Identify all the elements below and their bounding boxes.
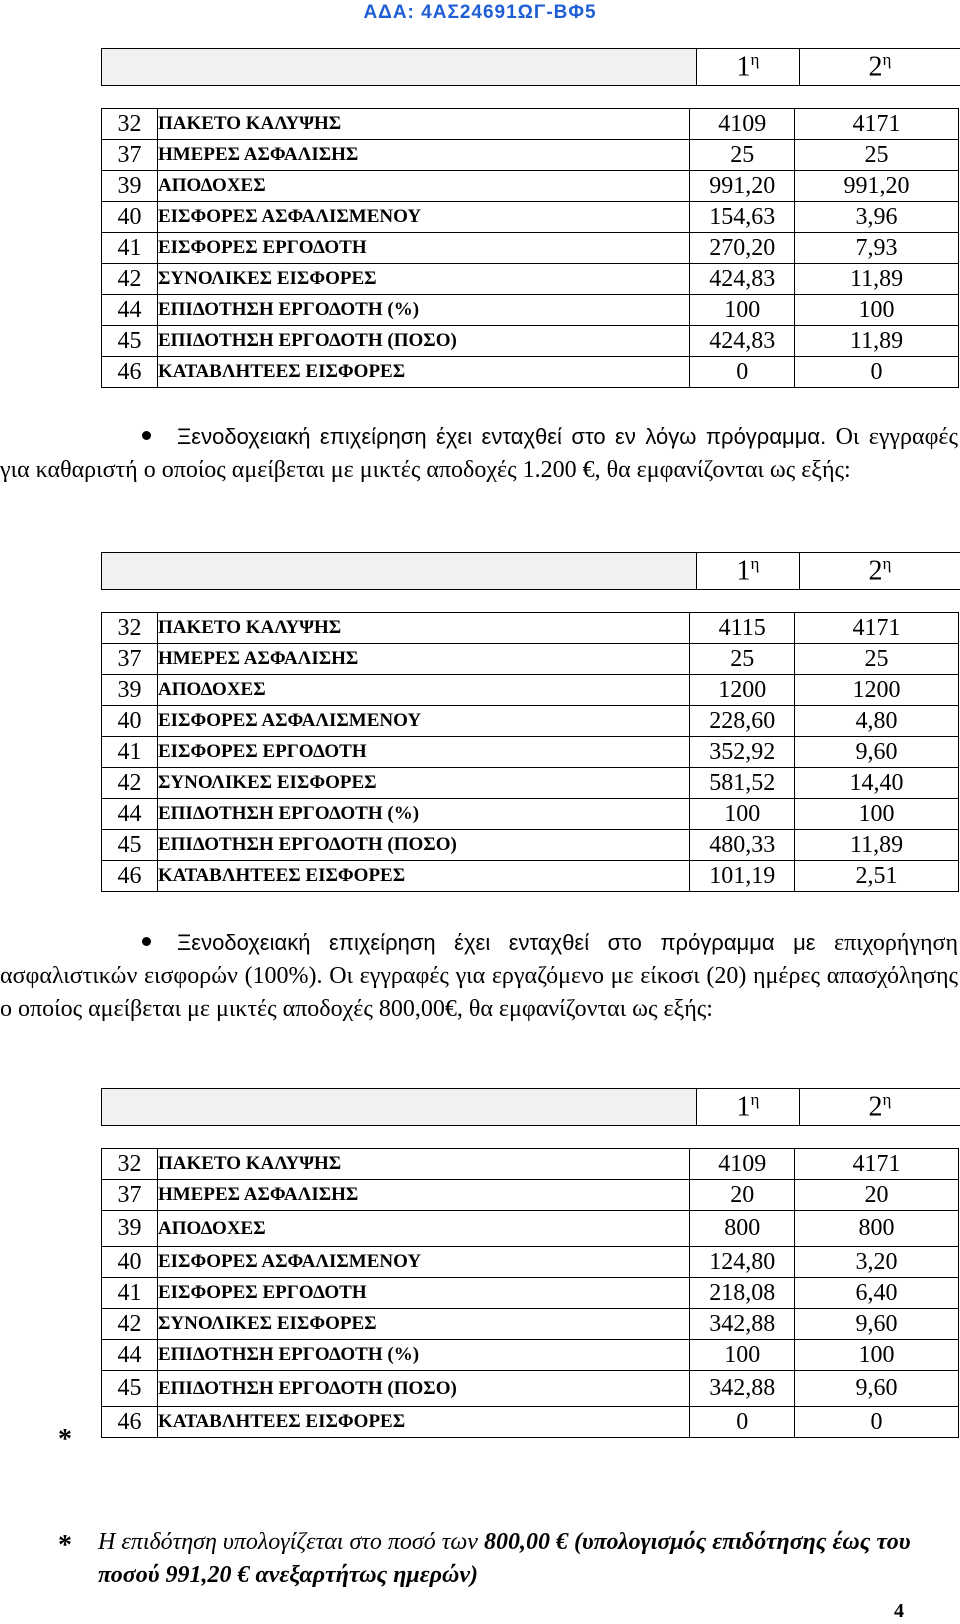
row-label: ΕΙΣΦΟΡΕΣ ΑΣΦΑΛΙΣΜΕΝΟΥ — [157, 706, 689, 737]
row-value-first: 270,20 — [690, 233, 795, 264]
row-label: ΕΙΣΦΟΡΕΣ ΑΣΦΑΛΙΣΜΕΝΟΥ — [157, 1247, 689, 1278]
row-label: ΚΑΤΑΒΛΗΤΕΕΣ ΕΙΣΦΟΡΕΣ — [157, 357, 689, 388]
row-value-second: 25 — [795, 140, 959, 171]
table-row — [102, 706, 959, 737]
row-code: 46 — [102, 1407, 158, 1438]
row-value-first: 218,08 — [690, 1278, 795, 1309]
row-value-first: 124,80 — [690, 1247, 795, 1278]
row-label: ΕΙΣΦΟΡΕΣ ΕΡΓΟΔΟΤΗ — [157, 233, 689, 264]
row-code: 41 — [102, 233, 158, 264]
table-row — [102, 202, 959, 233]
table-row — [102, 830, 959, 861]
row-label: ΕΠΙΔΟΤΗΣΗ ΕΡΓΟΔΟΤΗ (%) — [157, 295, 689, 326]
row-code: 45 — [102, 1371, 158, 1407]
row-value-first: 342,88 — [690, 1371, 795, 1407]
table-row — [102, 264, 959, 295]
row-label: ΚΑΤΑΒΛΗΤΕΕΣ ΕΙΣΦΟΡΕΣ — [157, 861, 689, 892]
row-code: 44 — [102, 1340, 158, 1371]
row-value-first: 228,60 — [690, 706, 795, 737]
row-value-second: 2,51 — [795, 861, 959, 892]
bullet-icon — [142, 431, 151, 440]
footnote-part2: 800,00 € (υπολογισμός επιδότησης έως του ποσού 991,20 € ανεξαρτήτως ημερών) — [98, 1529, 911, 1588]
row-code: 46 — [102, 861, 158, 892]
row-label: ΠΑΚΕΤΟ ΚΑΛΥΨΗΣ — [157, 109, 689, 140]
table-row — [102, 737, 959, 768]
row-label: ΑΠΟΔΟΧΕΣ — [157, 171, 689, 202]
row-value-first: 991,20 — [690, 171, 795, 202]
row-value-second: 3,96 — [795, 202, 959, 233]
row-label: ΗΜΕΡΕΣ ΑΣΦΑΛΙΣΗΣ — [157, 1180, 689, 1211]
row-code: 41 — [102, 737, 158, 768]
ada-header: ΑΔΑ: 4ΑΣ24691ΩΓ-ΒΦ5 — [363, 2, 597, 23]
row-code: 32 — [102, 613, 158, 644]
header-blank-cell — [102, 49, 697, 86]
table2 — [101, 612, 959, 892]
row-label: ΕΙΣΦΟΡΕΣ ΕΡΓΟΔΟΤΗ — [157, 1278, 689, 1309]
table2-header — [101, 552, 960, 590]
row-value-second: 0 — [795, 1407, 959, 1438]
row-value-second: 4171 — [795, 1149, 959, 1180]
paragraph-2-rest: επιχορήγηση ασφαλιστικών εισφορών (100%). Οι εγγραφές για εργαζόμενο με είκοσι (20) ημέρες απασχόλησης ο οποίος αμείβεται με μικτές αποδοχές 800,00€, θα εμφανίζονται ως εξής: — [0, 930, 958, 1022]
row-code: 37 — [102, 644, 158, 675]
row-value-first: 100 — [690, 295, 795, 326]
col-header-first: $1^\eta$ — [697, 553, 800, 590]
table-row — [102, 233, 959, 264]
row-code: 40 — [102, 1247, 158, 1278]
footnote — [98, 1526, 958, 1592]
row-value-first: 20 — [690, 1180, 795, 1211]
row-value-second: 800 — [795, 1211, 959, 1247]
row-label: ΠΑΚΕΤΟ ΚΑΛΥΨΗΣ — [157, 1149, 689, 1180]
row-value-second: 6,40 — [795, 1278, 959, 1309]
table-row — [102, 861, 959, 892]
row-value-first: 800 — [690, 1211, 795, 1247]
row-value-second: 0 — [795, 357, 959, 388]
row-value-first: 1200 — [690, 675, 795, 706]
col-header-first: $1^\eta$ — [697, 49, 800, 86]
row-value-second: 7,93 — [795, 233, 959, 264]
row-label: ΣΥΝΟΛΙΚΕΣ ΕΙΣΦΟΡΕΣ — [157, 768, 689, 799]
table-row — [102, 768, 959, 799]
row-value-first: 342,88 — [690, 1309, 795, 1340]
bullet-icon — [142, 937, 151, 946]
page-number: 4 — [894, 1600, 904, 1622]
table-row — [102, 1407, 959, 1438]
row-value-first: 154,63 — [690, 202, 795, 233]
table-row — [102, 675, 959, 706]
row-value-first: 0 — [690, 1407, 795, 1438]
row-code: 40 — [102, 706, 158, 737]
row-value-first: 424,83 — [690, 326, 795, 357]
row-value-second: 9,60 — [795, 1309, 959, 1340]
row-code: 42 — [102, 1309, 158, 1340]
row-value-first: 424,83 — [690, 264, 795, 295]
table-row — [102, 171, 959, 202]
table-row — [102, 357, 959, 388]
row-value-second: 20 — [795, 1180, 959, 1211]
paragraph-1-rest: Οι εγγραφές για καθαριστή ο οποίος αμείβεται με μικτές αποδοχές 1.200 €, θα εμφανίζονται ως εξής: — [0, 424, 959, 483]
table1 — [101, 108, 959, 388]
row-code: 37 — [102, 140, 158, 171]
row-code: 39 — [102, 675, 158, 706]
row-value-first: 4115 — [690, 613, 795, 644]
row-code: 40 — [102, 202, 158, 233]
row-code: 45 — [102, 830, 158, 861]
row-value-first: 100 — [690, 799, 795, 830]
row-code: 46 — [102, 357, 158, 388]
row-code: 42 — [102, 264, 158, 295]
header-blank-cell — [102, 1089, 697, 1126]
row-code: 42 — [102, 768, 158, 799]
row-value-second: 11,89 — [795, 326, 959, 357]
row-value-first: 581,52 — [690, 768, 795, 799]
row-label: ΕΙΣΦΟΡΕΣ ΕΡΓΟΔΟΤΗ — [157, 737, 689, 768]
row-value-second: 4171 — [795, 109, 959, 140]
paragraph-2-lead: Ξενοδοχειακή επιχείρηση έχει ενταχθεί στο πρόγραμμα με — [177, 930, 816, 955]
header-blank-cell — [102, 553, 697, 590]
row-value-first: 0 — [690, 357, 795, 388]
row-value-first: 480,33 — [690, 830, 795, 861]
row-label: ΕΠΙΔΟΤΗΣΗ ΕΡΓΟΔΟΤΗ (ΠΟΣΟ) — [157, 830, 689, 861]
row-value-second: 14,40 — [795, 768, 959, 799]
row-value-second: 100 — [795, 1340, 959, 1371]
row-value-second: 9,60 — [795, 1371, 959, 1407]
row-label: ΕΠΙΔΟΤΗΣΗ ΕΡΓΟΔΟΤΗ (%) — [157, 1340, 689, 1371]
row-value-second: 100 — [795, 295, 959, 326]
row-value-first: 352,92 — [690, 737, 795, 768]
row-value-second: 100 — [795, 799, 959, 830]
row-label: ΚΑΤΑΒΛΗΤΕΕΣ ΕΙΣΦΟΡΕΣ — [157, 1407, 689, 1438]
row-value-second: 4171 — [795, 613, 959, 644]
table-row — [102, 1211, 959, 1247]
row-code: 44 — [102, 295, 158, 326]
col-header-second: $2^\eta$ — [800, 49, 960, 86]
row-label: ΣΥΝΟΛΙΚΕΣ ΕΙΣΦΟΡΕΣ — [157, 1309, 689, 1340]
table1-header — [101, 48, 960, 86]
asterisk-row-marker: * — [58, 1424, 72, 1455]
row-code: 32 — [102, 109, 158, 140]
paragraph-2 — [0, 926, 958, 1026]
row-label: ΠΑΚΕΤΟ ΚΑΛΥΨΗΣ — [157, 613, 689, 644]
row-value-first: 100 — [690, 1340, 795, 1371]
row-value-first: 25 — [690, 644, 795, 675]
table3-header — [101, 1088, 960, 1126]
table-row — [102, 644, 959, 675]
row-label: ΣΥΝΟΛΙΚΕΣ ΕΙΣΦΟΡΕΣ — [157, 264, 689, 295]
row-code: 32 — [102, 1149, 158, 1180]
paragraph-1 — [0, 420, 958, 487]
row-value-second: 3,20 — [795, 1247, 959, 1278]
paragraph-1-lead: Ξενοδοχειακή επιχείρηση έχει ενταχθεί στο εν λόγω πρόγραμμα. — [177, 424, 827, 449]
table-row — [102, 1180, 959, 1211]
table-row — [102, 1278, 959, 1309]
table-row — [102, 109, 959, 140]
row-value-second: 25 — [795, 644, 959, 675]
table-row — [102, 799, 959, 830]
table-row — [102, 140, 959, 171]
row-code: 44 — [102, 799, 158, 830]
row-value-second: 1200 — [795, 675, 959, 706]
row-value-second: 9,60 — [795, 737, 959, 768]
row-label: ΕΠΙΔΟΤΗΣΗ ΕΡΓΟΔΟΤΗ (%) — [157, 799, 689, 830]
row-value-second: 991,20 — [795, 171, 959, 202]
table-row — [102, 326, 959, 357]
row-label: ΕΠΙΔΟΤΗΣΗ ΕΡΓΟΔΟΤΗ (ΠΟΣΟ) — [157, 1371, 689, 1407]
table3 — [101, 1148, 959, 1438]
row-code: 39 — [102, 171, 158, 202]
asterisk-footnote-marker: * — [58, 1530, 72, 1561]
row-label: ΗΜΕΡΕΣ ΑΣΦΑΛΙΣΗΣ — [157, 140, 689, 171]
row-value-first: 4109 — [690, 1149, 795, 1180]
row-label: ΑΠΟΔΟΧΕΣ — [157, 675, 689, 706]
row-value-first: 25 — [690, 140, 795, 171]
col-header-first: $1^\eta$ — [697, 1089, 800, 1126]
footnote-part1: Η επιδότηση υπολογίζεται στο ποσό των — [98, 1529, 484, 1555]
row-label: ΑΠΟΔΟΧΕΣ — [157, 1211, 689, 1247]
row-value-second: 4,80 — [795, 706, 959, 737]
table-row — [102, 1371, 959, 1407]
row-value-first: 4109 — [690, 109, 795, 140]
row-code: 39 — [102, 1211, 158, 1247]
table-row — [102, 295, 959, 326]
row-label: ΕΙΣΦΟΡΕΣ ΑΣΦΑΛΙΣΜΕΝΟΥ — [157, 202, 689, 233]
row-label: ΕΠΙΔΟΤΗΣΗ ΕΡΓΟΔΟΤΗ (ΠΟΣΟ) — [157, 326, 689, 357]
row-label: ΗΜΕΡΕΣ ΑΣΦΑΛΙΣΗΣ — [157, 644, 689, 675]
table-row — [102, 1149, 959, 1180]
col-header-second: $2^\eta$ — [800, 1089, 960, 1126]
col-header-second: $2^\eta$ — [800, 553, 960, 590]
row-code: 37 — [102, 1180, 158, 1211]
row-code: 45 — [102, 326, 158, 357]
row-value-first: 101,19 — [690, 861, 795, 892]
row-value-second: 11,89 — [795, 830, 959, 861]
table-row — [102, 1309, 959, 1340]
row-code: 41 — [102, 1278, 158, 1309]
row-value-second: 11,89 — [795, 264, 959, 295]
table-row — [102, 613, 959, 644]
table-row — [102, 1340, 959, 1371]
table-row — [102, 1247, 959, 1278]
